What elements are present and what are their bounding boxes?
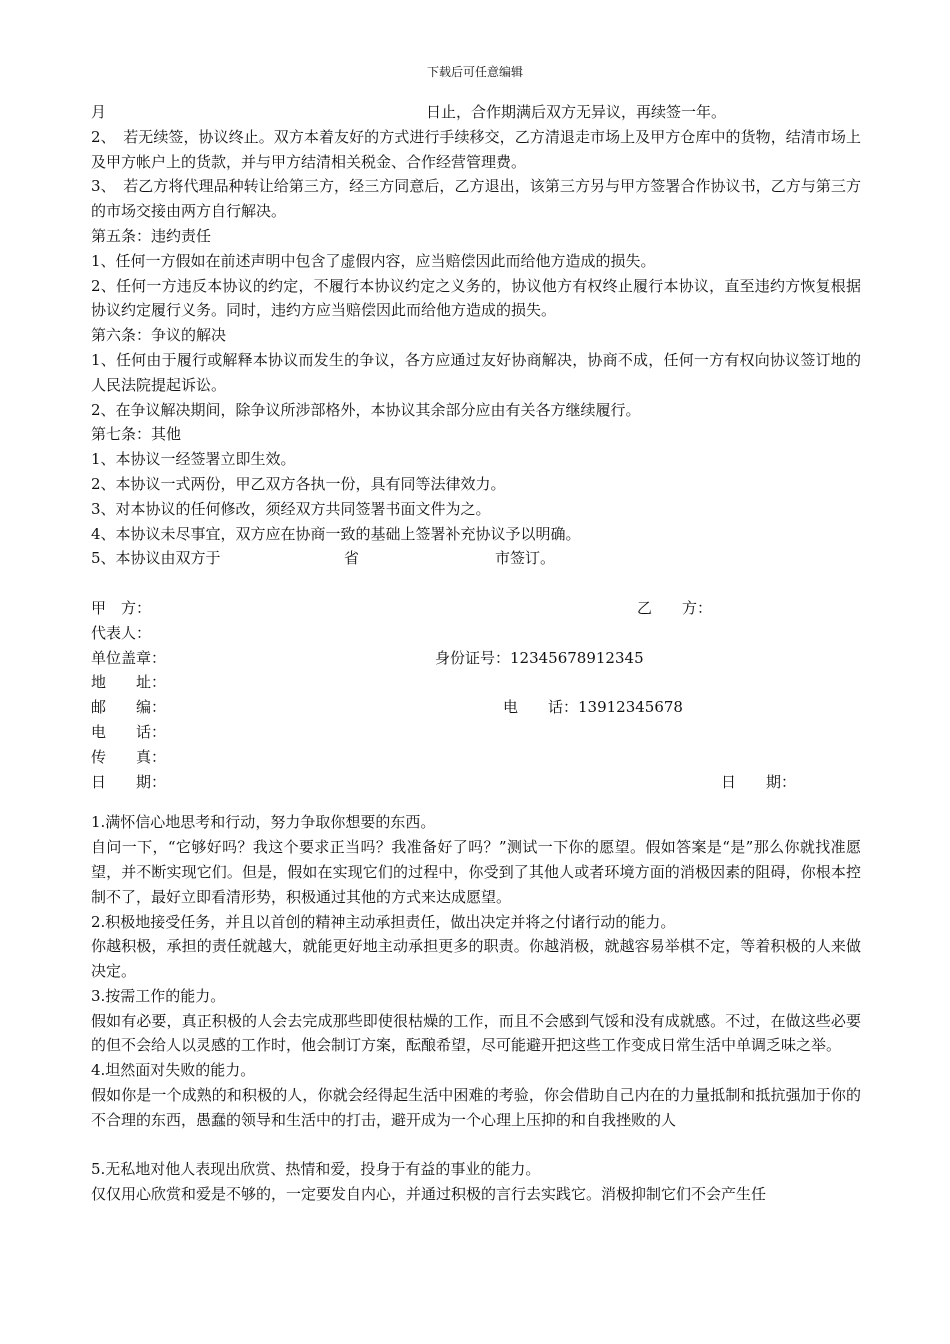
id-number: 身份证号：12345678912345 xyxy=(435,648,644,667)
essay-heading: 1.满怀信心地思考和行动，努力争取你想要的东西。 xyxy=(91,813,436,832)
page-header: 下载后可任意编辑 xyxy=(426,65,523,79)
spacer xyxy=(91,1133,861,1158)
article-7-item: 1、本协议一经签署立即生效。 xyxy=(91,450,296,469)
essay-section xyxy=(91,810,861,1207)
postcode-label: 邮 编： xyxy=(91,698,167,717)
phone-label: 电 话： xyxy=(91,722,167,741)
essay-paragraph: 自问一下，“它够好吗？我这个要求正当吗？我准备好了吗？”测试一下你的愿望。假如答案是“是”那么你就找准愿望，并不断实现它们。但是，假如在实现它们的过程中，你受到了其他人或者环境方面的消极因素的阻碍，你根本控制不了，最好立即看清形势，积极通过其他的方式来达成愿望。 xyxy=(91,838,861,906)
essay-heading: 3.按需工作的能力。 xyxy=(91,986,226,1005)
representative-label: 代表人： xyxy=(91,623,152,642)
spacer xyxy=(91,571,861,596)
day-clause: 日止，合作期满后双方无异议，再续签一年。 xyxy=(426,103,727,121)
seal-label: 单位盖章： xyxy=(91,648,167,667)
seal-row xyxy=(91,646,861,671)
document-body xyxy=(91,100,861,1207)
phone-b: 电 话：13912345678 xyxy=(503,698,683,717)
clause-no-renewal: 2、 若无续签，协议终止。双方本着友好的方式进行手续移交，乙方清退走市场上及甲方仓库中的货物，结清市场上及甲方帐户上的货款，并与甲方结清相关税金、合作经营管理费。 xyxy=(91,127,861,171)
article-5-item: 2、任何一方违反本协议的约定，不履行本协议约定之义务的，协议他方有权终止履行本协议，直至违约方恢复根据协议约定履行义务。同时，违约方应当赔偿因此而给他方造成的损失。 xyxy=(91,276,861,320)
fax-label: 传 真： xyxy=(91,747,167,766)
clause-transfer: 3、 若乙方将代理品种转让给第三方，经三方同意后，乙方退出，该第三方另与甲方签署合作协议书，乙方与第三方的市场交接由两方自行解决。 xyxy=(91,177,861,221)
signing-place-prefix: 5、本协议由双方于 xyxy=(91,549,221,568)
article-6-item: 2、在争议解决期间，除争议所涉部格外，本协议其余部分应由有关各方继续履行。 xyxy=(91,400,641,419)
date-b-label: 日 期： xyxy=(721,772,797,791)
essay-heading: 2.积极地接受任务，并且以首创的精神主动承担责任，做出决定并将之付诸行动的能力。 xyxy=(91,912,676,931)
essay-paragraph: 假如有必要，真正积极的人会去完成那些即使很枯燥的工作，而且不会感到气馁和没有成就感。不过，在做这些必要的但不会给人以灵感的工作时，他会制订方案，酝酿希望，尽可能避开把这些工作变成日常生活中单调乏味之举。 xyxy=(91,1011,861,1055)
article-5-item: 1、任何一方假如在前述声明中包含了虚假内容，应当赔偿因此而给他方造成的损失。 xyxy=(91,251,656,270)
essay-heading: 5.无私地对他人表现出欣赏、热情和爱，投身于有益的事业的能力。 xyxy=(91,1160,541,1179)
signature-parties-row xyxy=(91,596,861,621)
article-7-item: 4、本协议未尽事宜，双方应在协商一致的基础上签署补充协议予以明确。 xyxy=(91,524,581,543)
signing-place-province: 省 xyxy=(344,549,360,568)
signing-place-suffix: 市签订。 xyxy=(495,549,556,568)
date-row xyxy=(91,770,861,795)
spacer xyxy=(91,794,861,810)
postcode-row xyxy=(91,695,861,720)
address-label: 地 址： xyxy=(91,673,167,692)
article-5-title: 第五条：违约责任 xyxy=(91,226,212,245)
article-6-item: 1、任何由于履行或解释本协议而发生的争议，各方应通过友好协商解决，协商不成，任何一方有权向协议签订地的人民法院提起诉讼。 xyxy=(91,350,861,394)
article-7-item: 2、本协议一式两份，甲乙双方各执一份，具有同等法律效力。 xyxy=(91,474,506,493)
party-b-label: 乙 方： xyxy=(637,598,713,617)
article-7-title: 第七条：其他 xyxy=(91,425,182,444)
month-label: 月 xyxy=(91,103,107,121)
essay-paragraph: 你越积极，承担的责任就越大，就能更好地主动承担更多的职责。你越消极，就越容易举棋不定，等着积极的人来做决定。 xyxy=(91,937,861,981)
party-a-label: 甲 方： xyxy=(91,598,152,617)
essay-paragraph: 假如你是一个成熟的和积极的人，你就会经得起生活中困难的考验，你会借助自己内在的力量抵制和抵抗强加于你的不合理的东西，愚蠢的领导和生活中的打击，避开成为一个心理上压抑的和自我挫败的人 xyxy=(91,1086,861,1129)
article-7-item: 3、对本协议的任何修改，须经双方共同签署书面文件为之。 xyxy=(91,499,491,518)
essay-paragraph: 仅仅用心欣赏和爱是不够的，一定要发自内心，并通过积极的言行去实践它。消极抑制它们不会产生任 xyxy=(91,1185,767,1204)
article-6-title: 第六条：争议的解决 xyxy=(91,326,227,345)
article-7-item-5 xyxy=(91,546,861,571)
term-end-line xyxy=(91,100,861,125)
essay-heading: 4.坦然面对失败的能力。 xyxy=(91,1061,256,1080)
date-a-label: 日 期： xyxy=(91,772,167,791)
